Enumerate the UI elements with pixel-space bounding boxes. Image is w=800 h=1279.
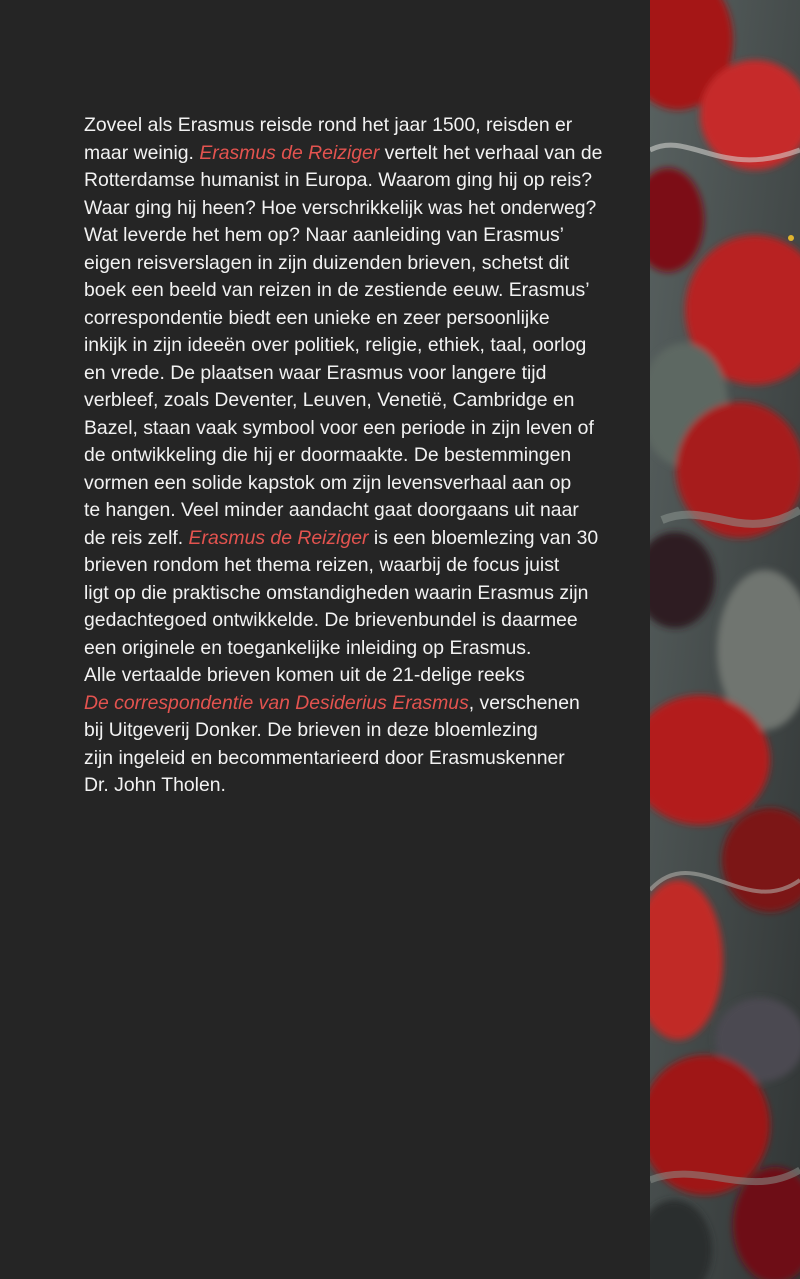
blurb-line: [84, 772, 624, 800]
blurb-text-segment: Alle vertaalde brieven komen uit de 21-delige reeks: [84, 664, 525, 686]
blurb-line: [84, 140, 624, 168]
blurb-line: [84, 662, 624, 690]
blurb-line: [84, 552, 624, 580]
blurb-text-segment: Wat leverde het hem op? Naar aanleiding van Erasmus’: [84, 224, 564, 246]
blurb-text-segment: ligt op die praktische omstandigheden waarin Erasmus zijn: [84, 581, 589, 604]
blurb-line: [84, 277, 624, 305]
blurb-text-segment: en vrede. De plaatsen waar Erasmus voor langere tijd: [84, 361, 547, 384]
blurb-line: [84, 745, 624, 773]
blurb-line: [84, 222, 624, 250]
blurb-line: [84, 360, 624, 388]
blurb-line: [84, 332, 624, 360]
blurb-text-segment: vertelt het verhaal van de: [379, 141, 603, 164]
blurb-text-segment: eigen reisverslagen in zijn duizenden brieven, schetst dit: [84, 251, 570, 274]
blurb-line: [84, 112, 624, 140]
blurb-text-segment: correspondentie biedt een unieke en zeer persoonlijke: [84, 306, 550, 329]
blurb-text-segment: gedachtegoed ontwikkelde. De brievenbundel is daarmee: [84, 609, 578, 631]
blurb-line: [84, 305, 624, 333]
blurb-text-segment: te hangen. Veel minder aandacht gaat doorgaans uit naar: [84, 499, 579, 521]
blurb-text-segment: verbleef, zoals Deventer, Leuven, Venetië, Cambridge en: [84, 389, 575, 411]
blurb-text-segment: een originele en toegankelijke inleiding op Erasmus.: [84, 636, 532, 659]
blurb-text-segment: , verschenen: [468, 691, 580, 714]
blurb-line: [84, 250, 624, 278]
blurb-line: [84, 525, 624, 553]
blurb-text-segment: inkijk in zijn ideeën over politiek, religie, ethiek, taal, oorlog: [84, 334, 587, 356]
abstract-red-flower-painting-icon: [650, 0, 800, 1279]
blurb-text-segment: boek een beeld van reizen in de zestiende eeuw. Erasmus’: [84, 279, 590, 301]
blurb-text-segment: Bazel, staan vaak symbool voor een periode in zijn leven of: [84, 416, 594, 439]
back-cover-blurb: [84, 112, 624, 800]
blurb-line: [84, 497, 624, 525]
blurb-line: [84, 690, 624, 718]
blurb-text-segment: brieven rondom het thema reizen, waarbij de focus juist: [84, 554, 560, 576]
book-title-reference: Erasmus de Reiziger: [199, 141, 380, 164]
blurb-line: [84, 387, 624, 415]
blurb-text-segment: vormen een solide kapstok om zijn levensverhaal aan op: [84, 471, 572, 494]
blurb-line: [84, 442, 624, 470]
blurb-text-segment: zijn ingeleid en becommentarieerd door Erasmuskenner: [84, 746, 565, 769]
blurb-line: [84, 580, 624, 608]
blurb-line: [84, 167, 624, 195]
blurb-text-segment: maar weinig.: [84, 141, 200, 164]
blurb-text-segment: is een bloemlezing van 30: [368, 526, 599, 549]
floral-painting-strip: [650, 0, 800, 1279]
blurb-line: [84, 415, 624, 443]
blurb-line: [84, 470, 624, 498]
blurb-text-segment: de reis zelf.: [84, 526, 189, 549]
blurb-text-segment: de ontwikkeling die hij er doormaakte. De bestemmingen: [84, 444, 572, 466]
book-title-reference: Erasmus de Reiziger: [188, 526, 369, 549]
blurb-line: [84, 607, 624, 635]
blurb-text-segment: Waar ging hij heen? Hoe verschrikkelijk was het onderweg?: [84, 196, 597, 219]
book-title-reference: De correspondentie van Desiderius Erasmus: [84, 691, 469, 714]
blurb-text-segment: bij Uitgeverij Donker. De brieven in deze bloemlezing: [84, 719, 538, 741]
blurb-line: [84, 195, 624, 223]
blurb-text-segment: Zoveel als Erasmus reisde rond het jaar 1500, reisden er: [84, 114, 573, 136]
blurb-line: [84, 635, 624, 663]
blurb-line: [84, 717, 624, 745]
blurb-text-segment: Rotterdamse humanist in Europa. Waarom ging hij op reis?: [84, 169, 592, 191]
blurb-text-segment: Dr. John Tholen.: [84, 774, 226, 796]
